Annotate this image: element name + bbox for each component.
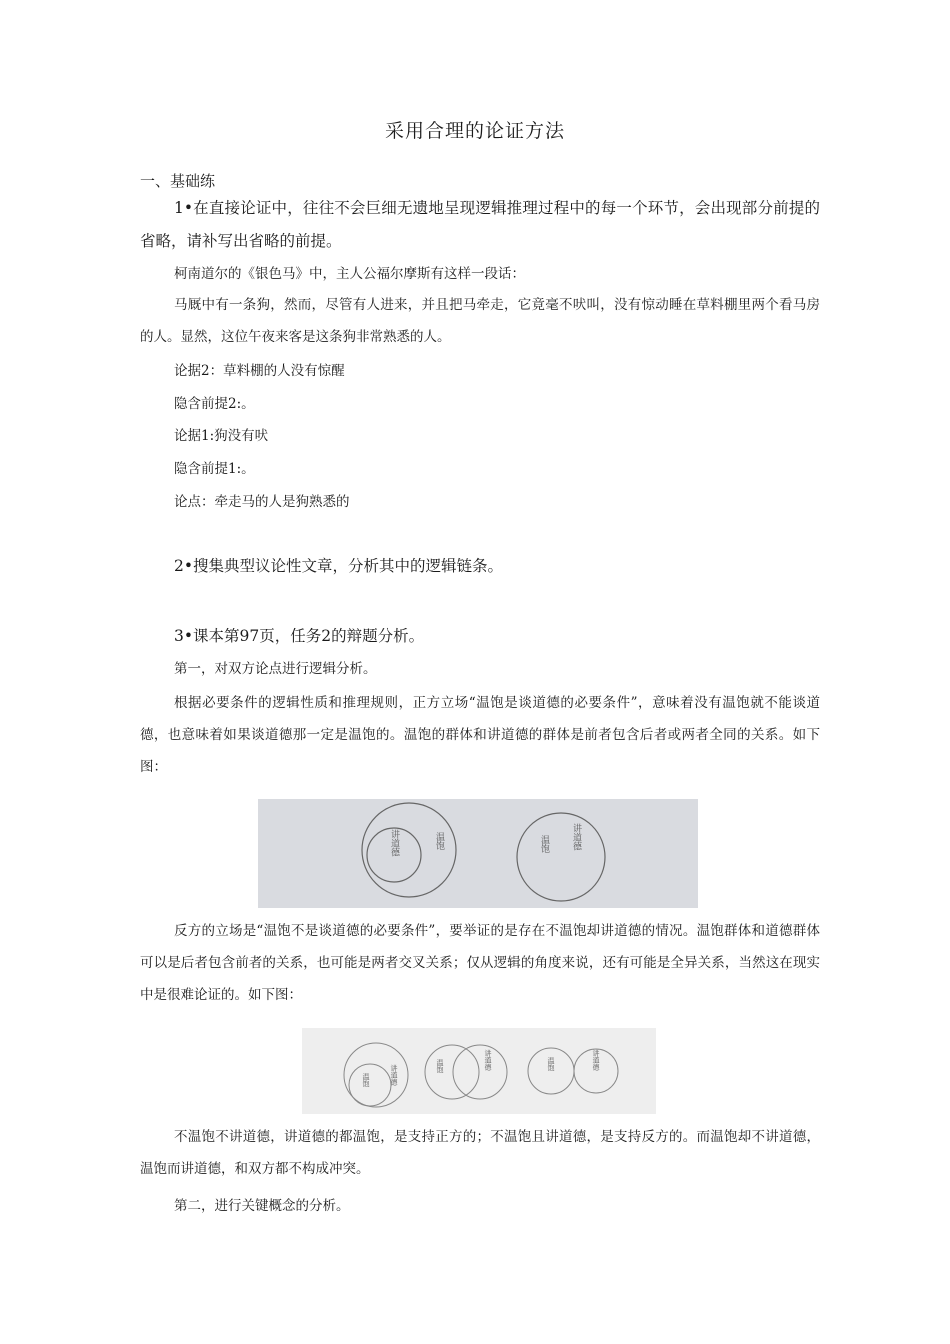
label: 温饱 — [434, 832, 444, 850]
question-3-paragraph-1: 根据必要条件的逻辑性质和推理规则，正方立场“温饱是谈道德的必要条件”，意味着没有温饱就不能谈道德，也意味着如果谈道德那一定是温饱的。温饱的群体和讲道德的群体是前者包含后者或两者全同的关系。如下图： — [140, 695, 820, 775]
label: 讲道德 — [390, 1064, 398, 1086]
question-3-paragraph-2: 反方的立场是“温饱不是谈道德的必要条件”，要举证的是存在不温饱却讲道德的情况。温饱群体和道德群体可以是后者包含前者的关系，也可能是两者交叉关系；仅从逻辑的角度来说，还有可能是全异关系，当然这在现实中是很难论证的。如下图： — [140, 923, 820, 1003]
argument-item: 论据2：草料棚的人没有惊醒 — [174, 363, 345, 379]
label: 讲道德 — [571, 823, 581, 851]
question-3-first: 第一，对双方论点进行逻辑分析。 — [174, 661, 377, 677]
outer-circle — [362, 803, 456, 897]
circle-right — [453, 1045, 507, 1099]
label: 讲道德 — [484, 1049, 492, 1071]
label: 温饱 — [362, 1073, 370, 1087]
circle-left — [425, 1045, 479, 1099]
label: 讲道德 — [389, 829, 399, 857]
argument-item: 隐含前提1:。 — [174, 461, 255, 477]
question-2: 2•搜集典型议论性文章，分析其中的逻辑链条。 — [174, 557, 504, 575]
page-title: 采用合理的论证方法 — [384, 120, 565, 142]
label: 温饱 — [547, 1057, 555, 1071]
section-heading: 一、基础练 — [140, 172, 216, 190]
label: 温饱 — [539, 835, 549, 853]
figure-1-diagram — [258, 799, 698, 908]
question-3-paragraph-3: 不温饱不讲道德，讲道德的都温饱，是支持正方的；不温饱且讲道德，是支持反方的。而温饱却不讲道德，温饱而讲道德，和双方都不构成冲突。 — [140, 1129, 820, 1177]
circle-left — [528, 1048, 574, 1094]
question-3-second: 第二，进行关键概念的分析。 — [174, 1198, 350, 1214]
question-1-quote: 马厩中有一条狗，然而，尽管有人进来，并且把马牵走，它竟毫不吠叫，没有惊动睡在草料棚里两个看马房的人。显然，这位午夜来客是这条狗非常熟悉的人。 — [140, 297, 820, 345]
label: 温饱 — [436, 1059, 444, 1073]
figure-2-diagram — [302, 1028, 656, 1114]
question-1-intro: 柯南道尔的《银色马》中，主人公福尔摩斯有这样一段话： — [174, 266, 525, 282]
question-3: 3•课本第97页，任务2的辩题分析。 — [174, 627, 425, 645]
circle-equal — [517, 813, 605, 901]
argument-item: 论点：牵走马的人是狗熟悉的 — [174, 494, 350, 510]
figure-1 — [258, 799, 698, 908]
inner-circle — [349, 1064, 391, 1106]
figure-2 — [302, 1028, 656, 1114]
label: 讲道德 — [592, 1049, 600, 1071]
argument-item: 隐含前提2:。 — [174, 396, 255, 412]
argument-item: 论据1:狗没有吠 — [174, 428, 269, 444]
question-1: 1•在直接论证中，往往不会巨细无遗地呈现逻辑推理过程中的每一个环节，会出现部分前提的省略，请补写出省略的前提。 — [140, 199, 820, 250]
